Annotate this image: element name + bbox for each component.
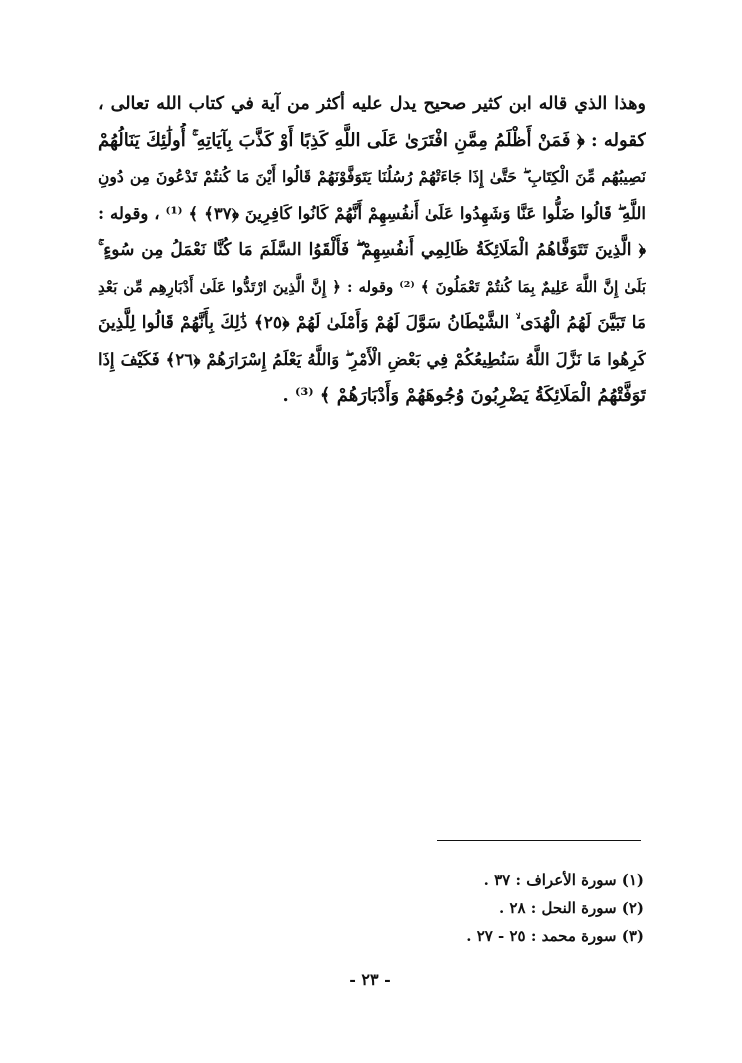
text-line-3: نَصِيبُهُم مِّنَ الْكِتَابِ ۖ حَتَّىٰ إِذَا جَاءَتْهُمْ رُسُلُنَا يَتَوَفَّوْنَهُمْ قَالُوا أَيْنَ مَا كُنتُمْ تَدْعُونَ مِن دُونِ [98, 167, 646, 186]
text-line-7: مَا تَبَيَّنَ لَهُمُ الْهُدَى ۙ الشَّيْطَانُ سَوَّلَ لَهُمْ وَأَمْلَىٰ لَهُمْ ﴿٢٥﴾ ذَٰلِكَ بِأَنَّهُمْ قَالُوا لِلَّذِينَ [98, 313, 646, 333]
footnotes [344, 866, 644, 950]
text-line-9: تَوَفَّتْهُمُ الْمَلَائِكَةُ يَضْرِبُونَ وُجُوهَهُمْ وَأَدْبَارَهُمْ ﴾ ⁽³⁾ . [282, 385, 646, 406]
footnote-1: (١) سورة الأعراف : ٣٧ . [483, 871, 644, 889]
page-number: - ٢٣ - [349, 970, 391, 989]
main-text-block [98, 86, 646, 415]
text-line-8: كَرِهُوا مَا نَزَّلَ اللَّهُ سَنُطِيعُكُمْ فِي بَعْضِ الْأَمْرِ ۖ وَاللَّهُ يَعْلَمُ إِسْرَارَهُمْ ﴿٢٦﴾ فَكَيْفَ إِذَا [98, 349, 646, 369]
text-line-5: ﴿ الَّذِينَ تَتَوَفَّاهُمُ الْمَلَائِكَةُ ظَالِمِي أَنفُسِهِمْ ۖ فَأَلْقَوُا السَّلَمَ مَا كُنَّا نَعْمَلُ مِن سُوءٍ ۚ [98, 240, 646, 260]
text-line-4: اللَّهِ ۖ قَالُوا ضَلُّوا عَنَّا وَشَهِدُوا عَلَىٰ أَنفُسِهِمْ أَنَّهُمْ كَانُوا كَافِرِينَ ﴿٣٧﴾ ﴾ ⁽¹⁾ ، وقوله : [98, 203, 646, 223]
footnote-3: (٣) سورة محمد : ٢٥ - ٢٧ . [466, 927, 644, 945]
text-line-1: وهذا الذي قاله ابن كثير صحيح يدل عليه أكثر من آية في كتاب الله تعالى ، [98, 94, 646, 114]
footnote-separator [437, 840, 641, 841]
footnote-2: (٢) سورة النحل : ٢٨ . [499, 899, 644, 917]
text-line-2: كقوله : ﴿ فَمَنْ أَظْلَمُ مِمَّنِ افْتَرَىٰ عَلَى اللَّهِ كَذِبًا أَوْ كَذَّبَ بِآيَاتِهِ ۚ أُولَٰئِكَ يَنَالُهُمْ [98, 129, 646, 151]
text-line-6: بَلَىٰ إِنَّ اللَّهَ عَلِيمٌ بِمَا كُنتُمْ تَعْمَلُونَ ﴾ ⁽²⁾ وقوله : ﴿ إِنَّ الَّذِينَ ارْتَدُّوا عَلَىٰ أَدْبَارِهِم مِّن بَعْدِ [98, 277, 646, 296]
